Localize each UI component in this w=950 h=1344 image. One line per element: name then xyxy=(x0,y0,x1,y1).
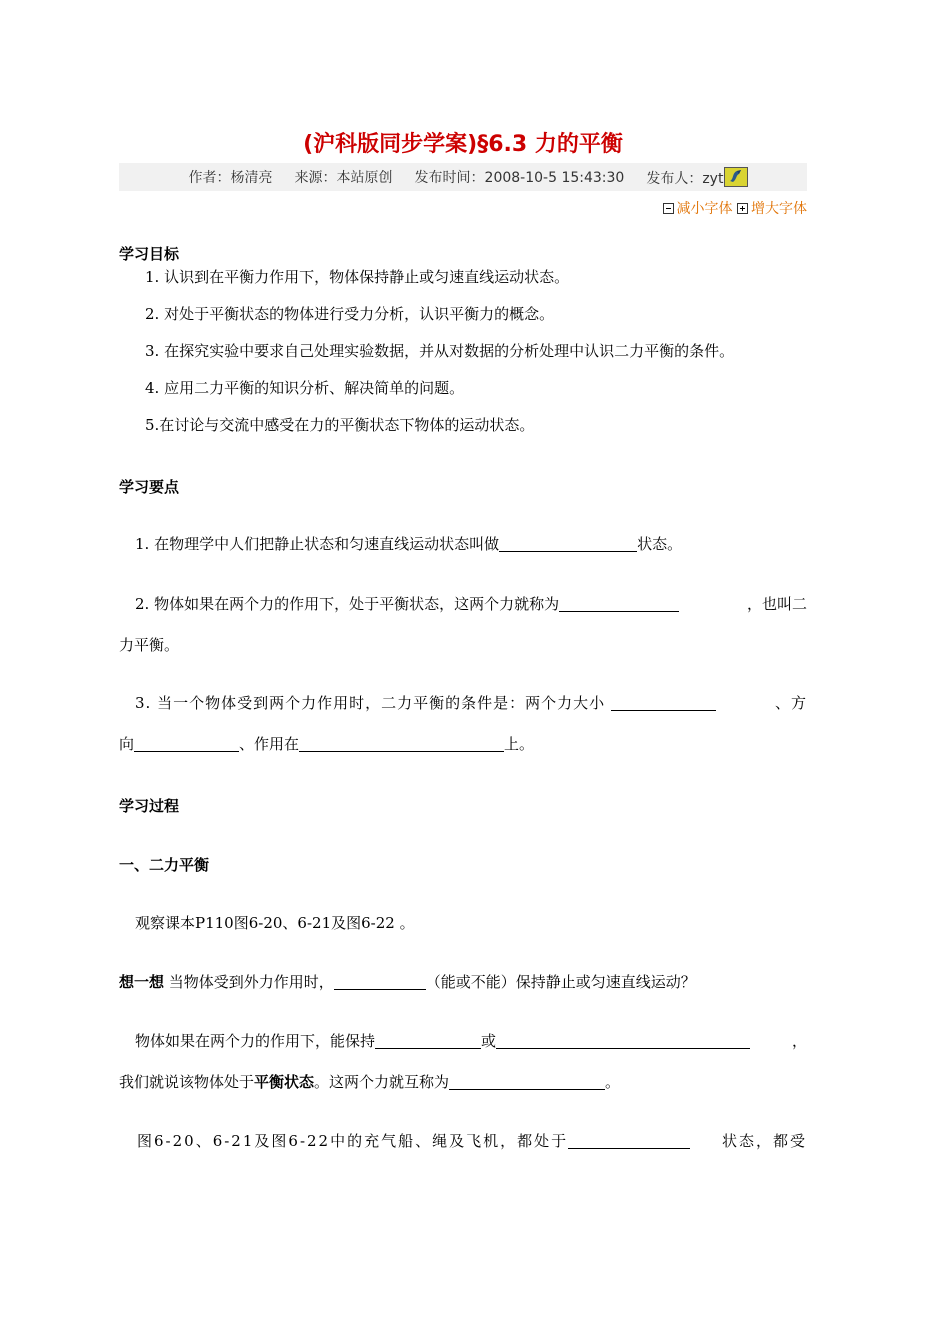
paragraph-6 xyxy=(119,1072,807,1092)
think-label: 想一想 xyxy=(119,973,165,991)
decrease-font-label: 减小字体 xyxy=(676,201,733,217)
blank-field[interactable] xyxy=(449,1073,605,1090)
keypoint-3-tail: 、方 xyxy=(774,694,807,712)
p5-text: 物体如果在两个力的作用下，能保持 xyxy=(135,1032,376,1050)
goals-heading: 学习目标 xyxy=(119,245,180,263)
meta-publisher-text: 发布人：zyt xyxy=(646,170,724,187)
process-heading: 学习过程 xyxy=(119,797,180,815)
p6-end: 。 xyxy=(605,1073,621,1091)
p7-text: 图6-20、6-21及图6-22中的充气船、绳及飞机，都处于 xyxy=(137,1132,569,1150)
blank-field[interactable] xyxy=(496,1032,750,1049)
keypoint-2-text: 2. 物体如果在两个力的作用下，处于平衡状态，这两个力就称为 xyxy=(135,595,560,613)
observe-text: 观察课本P110图6-20、6-21及图6-22 。 xyxy=(135,914,415,932)
keypoint-2 xyxy=(119,594,807,614)
keypoint-1 xyxy=(119,534,823,554)
keypoint-3-cont xyxy=(119,734,807,754)
think-paragraph xyxy=(119,972,807,992)
keypoint-3-text: 3. 当一个物体受到两个力作用时，二力平衡的条件是：两个力大小 xyxy=(135,694,606,712)
plus-box-icon xyxy=(737,203,748,214)
meta-author: 作者：杨清亮 xyxy=(188,170,273,186)
goal-item-1: 1. 认识到在平衡力作用下，物体保持静止或匀速直线运动状态。 xyxy=(145,268,570,286)
think-tail: （能或不能）保持静止或匀速直线运动？ xyxy=(425,973,696,991)
meta-source: 来源：本站原创 xyxy=(294,170,393,186)
paragraph-5 xyxy=(119,1031,807,1051)
think-text: 当物体受到外力作用时， xyxy=(164,973,334,991)
goal-item-5: 5.在讨论与交流中感受在力的平衡状态下物体的运动状态。 xyxy=(145,416,535,434)
keypoints-heading: 学习要点 xyxy=(119,478,180,496)
article-meta-bar xyxy=(119,163,807,191)
keypoint-1-text: 1. 在物理学中人们把静止状态和匀速直线运动状态叫做 xyxy=(135,535,500,553)
keypoint-1-tail: 状态。 xyxy=(637,535,683,553)
goal-item-4: 4. 应用二力平衡的知识分析、解决简单的问题。 xyxy=(145,379,465,397)
paragraph-7 xyxy=(119,1131,807,1151)
p6-text: 我们就说该物体处于 xyxy=(119,1073,255,1091)
p5-or: 或 xyxy=(481,1032,497,1050)
keypoint-3-end: 上。 xyxy=(504,735,535,753)
p5-comma: ， xyxy=(791,1032,807,1050)
keypoint-3-act: 、作用在 xyxy=(239,735,300,753)
blank-field[interactable] xyxy=(559,595,679,612)
increase-font-button[interactable] xyxy=(737,201,807,217)
meta-time: 发布时间：2008-10-5 15:43:30 xyxy=(414,170,625,186)
blank-field[interactable] xyxy=(499,535,637,552)
increase-font-label: 增大字体 xyxy=(751,201,807,217)
blank-field[interactable] xyxy=(299,735,504,752)
blank-field[interactable] xyxy=(334,973,426,990)
keypoint-2-cont: 力平衡。 xyxy=(119,636,180,654)
blank-field[interactable] xyxy=(611,694,716,711)
decrease-font-button[interactable] xyxy=(663,201,733,217)
meta-publisher xyxy=(646,167,748,188)
font-size-controls xyxy=(663,198,807,218)
keypoint-3 xyxy=(119,693,807,713)
blank-field[interactable] xyxy=(134,735,239,752)
page-title: (沪科版同步学案)§6.3 力的平衡 xyxy=(303,132,623,157)
p6-mid: 。这两个力就互称为 xyxy=(314,1073,450,1091)
goal-item-2: 2. 对处于平衡状态的物体进行受力分析，认识平衡力的概念。 xyxy=(145,305,555,323)
p6-bold: 平衡状态 xyxy=(254,1073,315,1091)
section-heading: 一、二力平衡 xyxy=(119,856,210,874)
keypoint-3-dir: 向 xyxy=(119,735,135,753)
blank-field[interactable] xyxy=(375,1032,481,1049)
keypoint-2-tail: ，也叫二 xyxy=(746,595,807,613)
p7-tail: 状态，都受 xyxy=(721,1132,807,1150)
minus-box-icon xyxy=(663,203,674,214)
goal-item-3: 3. 在探究实验中要求自己处理实验数据，并从对数据的分析处理中认识二力平衡的条件。 xyxy=(145,342,735,360)
user-profile-icon[interactable] xyxy=(724,167,748,187)
blank-field[interactable] xyxy=(568,1132,690,1149)
